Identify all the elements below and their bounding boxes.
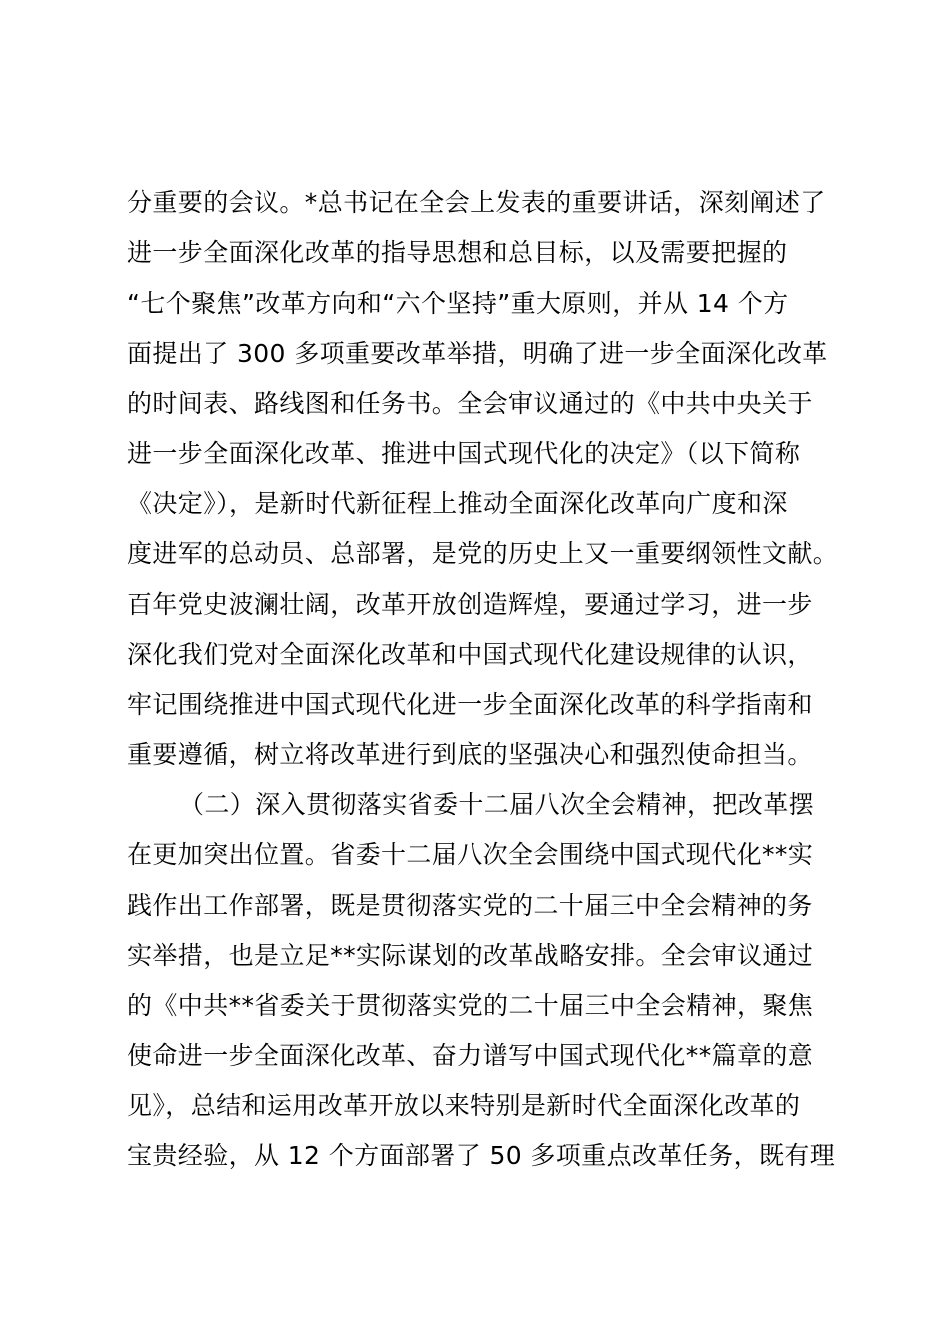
text-line-8: 度进军的总动员、总部署，是党的历史上又一重要纲领性文献。	[127, 539, 839, 568]
text-line-14: 在更加突出位置。省委十二届八次全会围绕中国式现代化**实	[127, 840, 814, 869]
text-line-7: 《决定》），是新时代新征程上推动全面深化改革向广度和深	[127, 489, 788, 518]
text-line-10: 深化我们党对全面深化改革和中国式现代化建设规律的认识，	[127, 640, 813, 669]
text-line-11: 牢记围绕推进中国式现代化进一步全面深化改革的科学指南和	[127, 690, 813, 719]
text-line-15: 践作出工作部署，既是贯彻落实党的二十届三中全会精神的务	[127, 891, 813, 920]
text-line-9: 百年党史波澜壮阔，改革开放创造辉煌，要通过学习，进一步	[127, 590, 813, 619]
text-line-6: 进一步全面深化改革、推进中国式现代化的决定》（以下简称	[127, 439, 801, 468]
text-line-19: 见》，总结和运用改革开放以来特别是新时代全面深化改革的	[127, 1091, 801, 1120]
text-line-17: 的《中共**省委关于贯彻落实党的二十届三中全会精神，聚焦	[127, 991, 814, 1020]
section-heading-line: （二）深入贯彻落实省委十二届八次全会精神，把改革摆	[179, 790, 815, 819]
text-line-20: 宝贵经验，从 12 个方面部署了 50 多项重点改革任务，既有理	[127, 1141, 836, 1170]
text-line-3: “七个聚焦”改革方向和“六个坚持”重大原则，并从 14 个方	[127, 289, 789, 318]
text-line-12: 重要遵循，树立将改革进行到底的坚强决心和强烈使命担当。	[127, 740, 813, 769]
text-line-4: 面提出了 300 多项重要改革举措，明确了进一步全面深化改革	[127, 339, 828, 368]
text-line-18: 使命进一步全面深化改革、奋力谱写中国式现代化**篇章的意	[127, 1041, 814, 1070]
text-line-16: 实举措，也是立足**实际谋划的改革战略安排。全会审议通过	[127, 941, 814, 970]
text-line-1: 分重要的会议。*总书记在全会上发表的重要讲话，深刻阐述了	[127, 188, 826, 217]
text-line-5: 的时间表、路线图和任务书。全会审议通过的《中共中央关于	[127, 389, 813, 418]
text-line-2: 进一步全面深化改革的指导思想和总目标，以及需要把握的	[127, 238, 788, 267]
